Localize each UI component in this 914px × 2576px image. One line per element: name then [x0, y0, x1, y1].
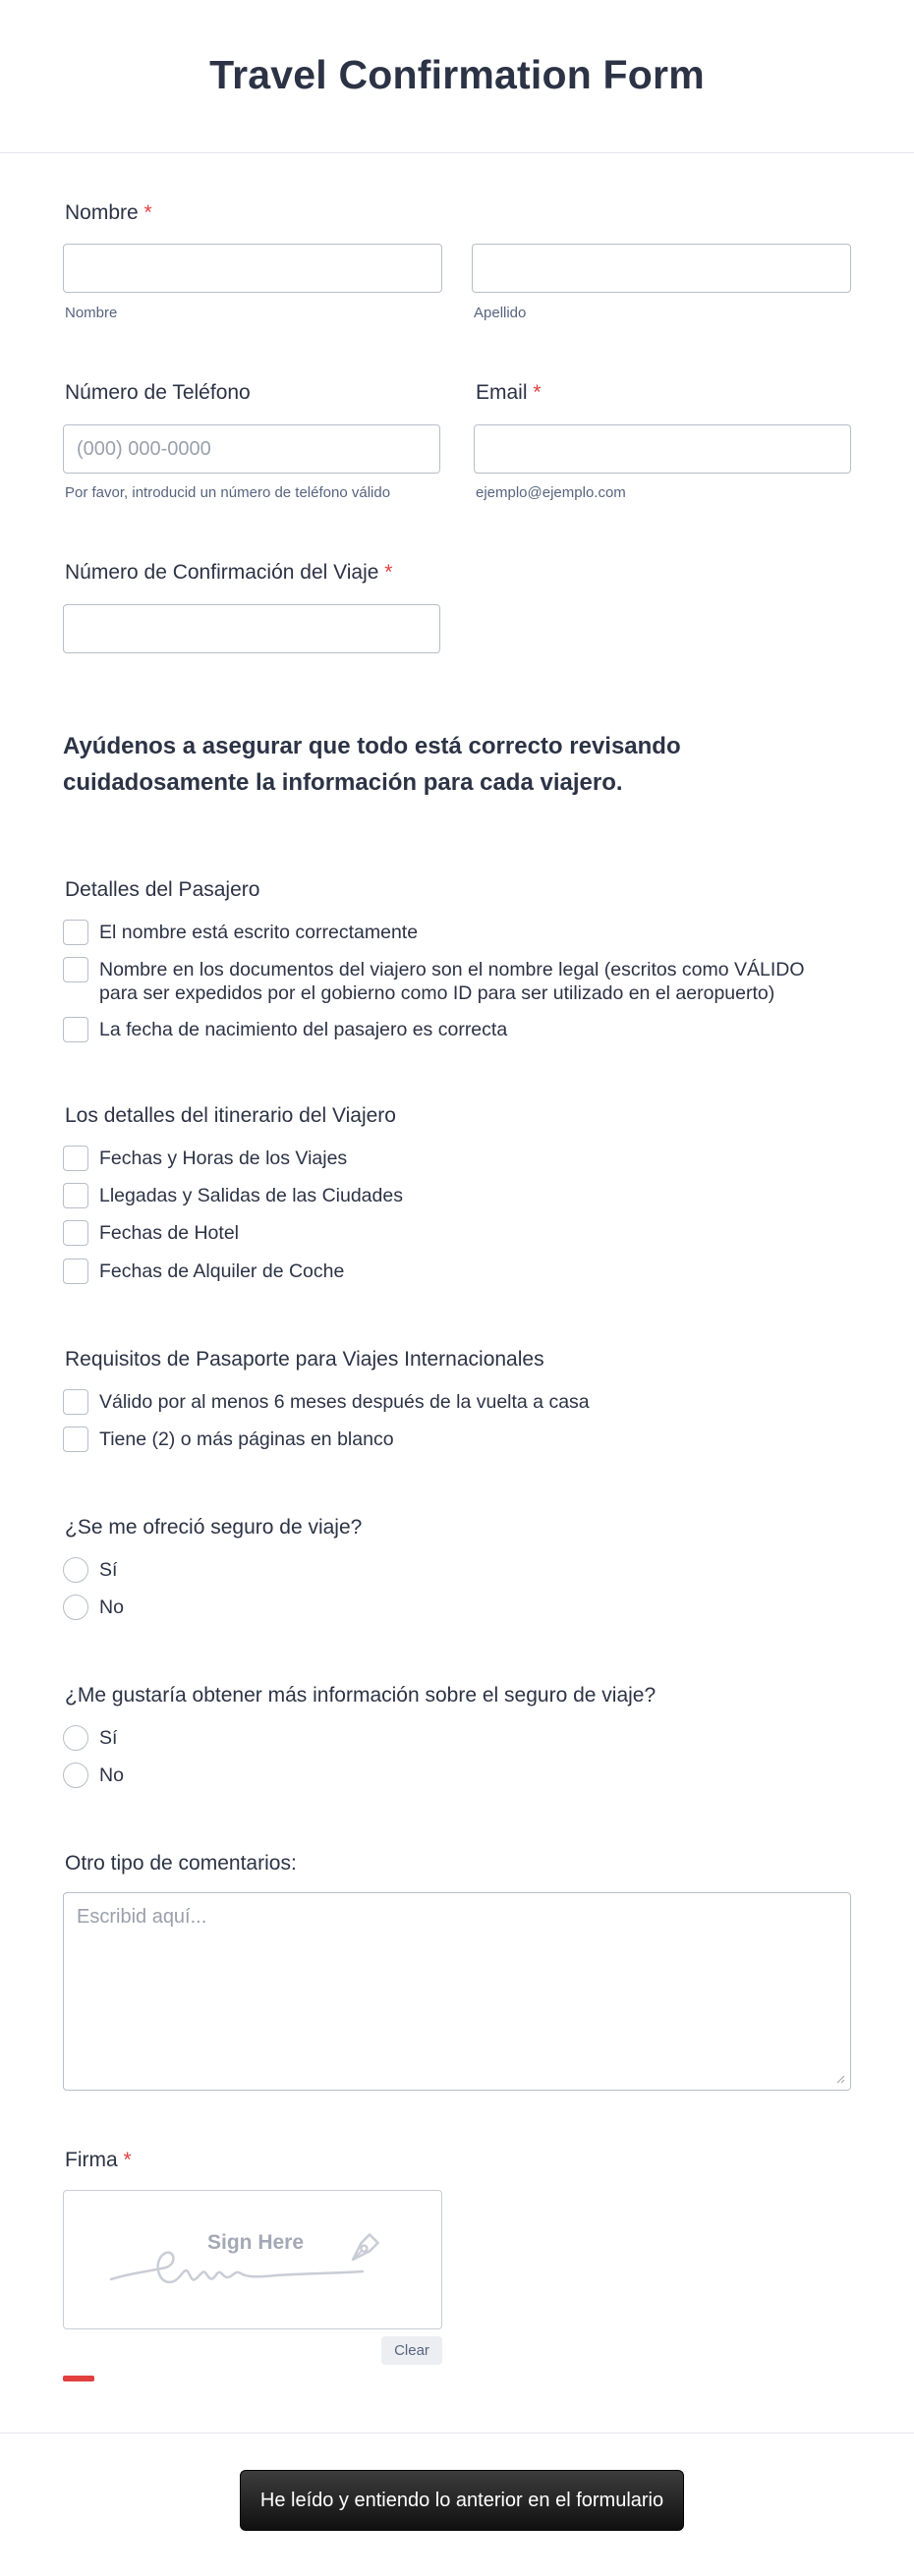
phone-label: Número de Teléfono — [65, 381, 251, 404]
first-name-sublabel: Nombre — [65, 305, 118, 321]
insurance-offered-yes-label: Sí — [99, 1559, 118, 1581]
insurance-offered-yes-radio[interactable] — [63, 1557, 88, 1583]
footer-divider — [0, 2433, 914, 2434]
itinerary-option-2-checkbox[interactable] — [63, 1183, 88, 1208]
last-name-sublabel: Apellido — [474, 305, 527, 321]
signature-pad[interactable] — [63, 2190, 442, 2329]
passport-option-1-checkbox[interactable] — [63, 1389, 88, 1415]
required-mark: * — [533, 381, 542, 404]
insurance-offered-no-radio[interactable] — [63, 1595, 88, 1620]
passenger-option-2-label: Nombre en los documentos del viajero son el nombre legal (escritos como VÁLIDO para ser expedidos por el gobierno como ID para ser utilizado en el aeropuerto) — [99, 959, 805, 1004]
passenger-option-2-checkbox[interactable] — [63, 957, 88, 982]
email-input[interactable] — [474, 424, 851, 474]
passenger-option-1-label: El nombre está escrito correctamente — [99, 922, 419, 943]
required-mark: * — [123, 2149, 132, 2171]
passport-option-2-label: Tiene (2) o más páginas en blanco — [99, 1428, 394, 1450]
insurance-offered-label: ¿Se me ofreció seguro de viaje? — [65, 1516, 363, 1539]
passenger-option-1-checkbox[interactable] — [63, 920, 88, 945]
insurance-info-label: ¿Me gustaría obtener más información sobre el seguro de viaje? — [65, 1684, 657, 1707]
submit-button[interactable]: He leído y entiendo lo anterior en el formulario — [240, 2470, 684, 2531]
itinerary-option-1-label: Fechas y Horas de los Viajes — [99, 1148, 348, 1169]
itinerary-label: Los detalles del itinerario del Viajero — [65, 1104, 396, 1127]
phone-input[interactable] — [63, 424, 440, 474]
itinerary-option-2-label: Llegadas y Salidas de las Ciudades — [99, 1185, 403, 1206]
passenger-option-3-checkbox[interactable] — [63, 1017, 88, 1042]
clear-signature-button[interactable]: Clear — [381, 2336, 442, 2365]
passenger-option-3-label: La fecha de nacimiento del pasajero es correcta — [99, 1019, 508, 1040]
resize-grip-icon[interactable] — [835, 2074, 845, 2084]
insurance-info-yes-label: Sí — [99, 1727, 118, 1749]
email-label: Email * — [476, 381, 542, 404]
form-title: Travel Confirmation Form — [209, 51, 705, 97]
name-label: Nombre * — [65, 201, 152, 224]
comments-textarea[interactable] — [63, 1892, 851, 2091]
itinerary-option-1-checkbox[interactable] — [63, 1146, 88, 1171]
comments-label: Otro tipo de comentarios: — [65, 1852, 297, 1875]
required-mark: * — [384, 561, 393, 584]
signature-placeholder: Sign Here — [207, 2231, 305, 2254]
first-name-input[interactable] — [63, 244, 442, 293]
passport-label: Requisitos de Pasaporte para Viajes Internacionales — [65, 1348, 544, 1371]
phone-sublabel: Por favor, introducid un número de teléfono válido — [65, 484, 391, 501]
insurance-offered-no-label: No — [99, 1596, 124, 1618]
intro-heading: Ayúdenos a asegurar que todo está correcto revisando cuidadosamente la información para cada viajero. — [63, 733, 681, 796]
pen-nib-icon — [343, 2230, 382, 2269]
confirmation-label: Número de Confirmación del Viaje * — [65, 561, 393, 584]
insurance-info-no-radio[interactable] — [63, 1763, 88, 1788]
insurance-info-no-label: No — [99, 1764, 124, 1786]
itinerary-option-3-checkbox[interactable] — [63, 1220, 88, 1246]
passport-option-1-label: Válido por al menos 6 meses después de la vuelta a casa — [99, 1391, 590, 1413]
signature-label: Firma * — [65, 2149, 132, 2171]
itinerary-option-3-label: Fechas de Hotel — [99, 1222, 239, 1244]
form-header — [0, 0, 914, 153]
passenger-details-label: Detalles del Pasajero — [65, 878, 260, 901]
last-name-input[interactable] — [472, 244, 851, 293]
itinerary-option-4-checkbox[interactable] — [63, 1259, 88, 1284]
confirmation-input[interactable] — [63, 604, 440, 653]
itinerary-option-4-label: Fechas de Alquiler de Coche — [99, 1260, 345, 1282]
passport-option-2-checkbox[interactable] — [63, 1427, 88, 1452]
required-mark: * — [143, 201, 152, 224]
error-indicator — [63, 2376, 94, 2381]
insurance-info-yes-radio[interactable] — [63, 1725, 88, 1751]
email-sublabel: ejemplo@ejemplo.com — [476, 484, 626, 501]
